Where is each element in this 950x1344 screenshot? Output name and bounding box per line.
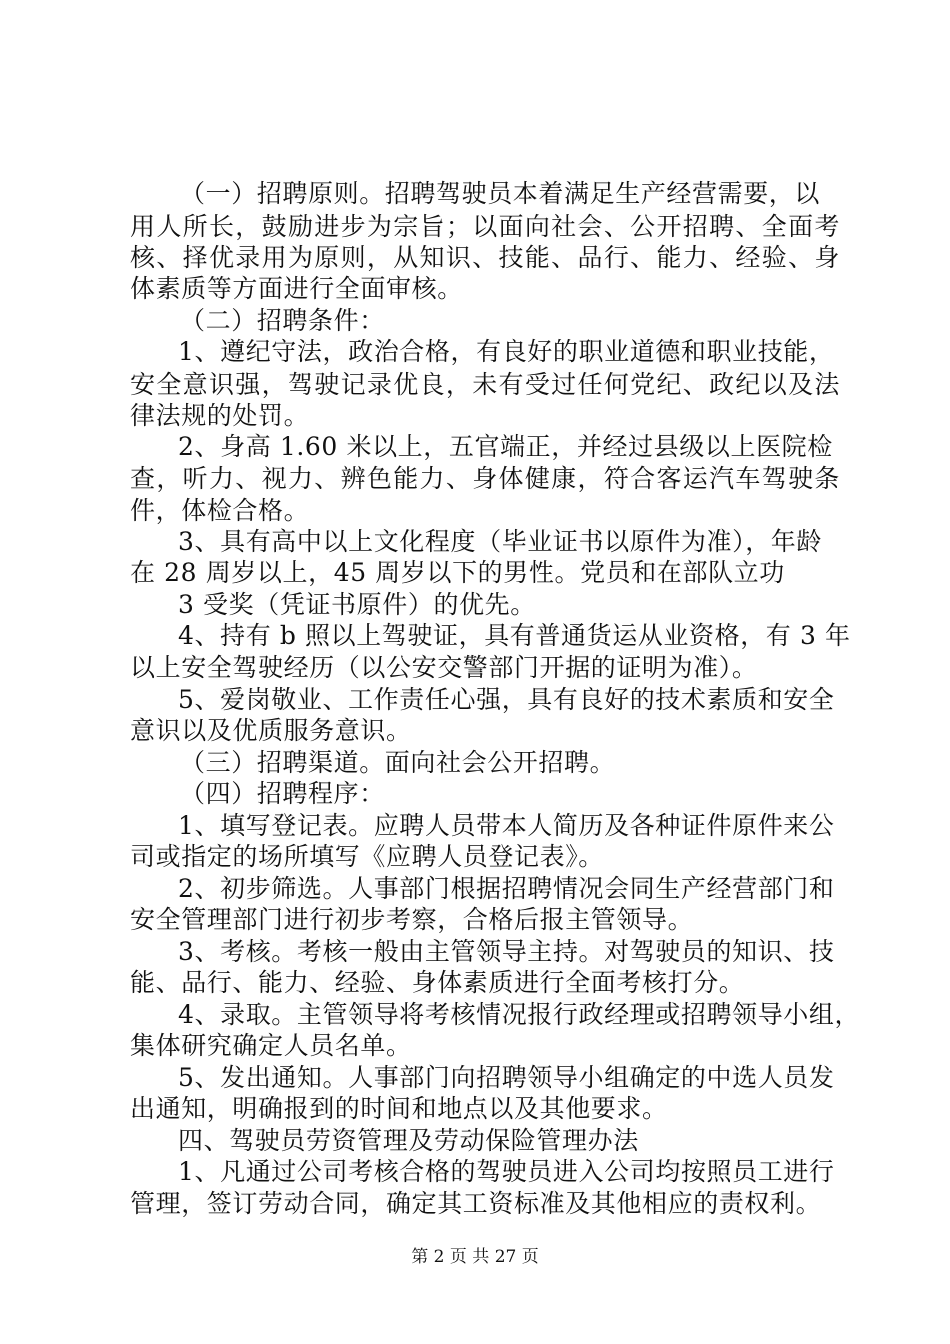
paragraph-line: 安全意识强，驾驶记录优良，未有受过任何党纪、政纪以及法 xyxy=(130,370,840,399)
section-heading: 四、驾驶员劳资管理及劳动保险管理办法 xyxy=(178,1126,639,1155)
paragraph-line: 核、择优录用为原则，从知识、技能、品行、能力、经验、身 xyxy=(130,243,840,272)
paragraph-line: 管理，签订劳动合同，确定其工资标准及其他相应的责权利。 xyxy=(130,1189,822,1218)
page-number-footer: 第 2 页 共 27 页 xyxy=(411,1247,539,1267)
paragraph-line: 以上安全驾驶经历（以公安交警部门开据的证明为准）。 xyxy=(130,653,758,682)
paragraph-line: 5、发出通知。人事部门向招聘领导小组确定的中选人员发 xyxy=(178,1063,835,1092)
paragraph-line: 意识以及优质服务意识。 xyxy=(130,716,412,745)
paragraph-line: （一）招聘原则。招聘驾驶员本着满足生产经营需要，以 xyxy=(180,179,821,208)
paragraph-line: 4、录取。主管领导将考核情况报行政经理或招聘领导小组， xyxy=(178,1000,861,1029)
section-heading: （二）招聘条件： xyxy=(180,306,385,335)
section-heading: （四）招聘程序： xyxy=(180,779,385,808)
paragraph-line: 能、品行、能力、经验、身体素质进行全面考核打分。 xyxy=(130,968,745,997)
paragraph-line: 2、身高 1.60 米以上，五官端正，并经过县级以上医院检 xyxy=(178,432,833,461)
section-heading: （三）招聘渠道。面向社会公开招聘。 xyxy=(180,748,616,777)
paragraph-line: 4、持有 b 照以上驾驶证，具有普通货运从业资格，有 3 年 xyxy=(178,621,851,650)
paragraph-line: 1、凡通过公司考核合格的驾驶员进入公司均按照员工进行 xyxy=(178,1157,835,1186)
paragraph-line: 3、具有高中以上文化程度（毕业证书以原件为准），年龄 xyxy=(178,527,823,556)
paragraph-line: 1、遵纪守法，政治合格，有良好的职业道德和职业技能， xyxy=(178,337,835,366)
paragraph-line: 在 28 周岁以上，45 周岁以下的男性。党员和在部队立功 xyxy=(130,558,785,587)
paragraph-line: 查，听力、视力、辨色能力、身体健康，符合客运汽车驾驶条 xyxy=(130,464,840,493)
paragraph-line: 集体研究确定人员名单。 xyxy=(130,1031,412,1060)
paragraph-line: 3、考核。考核一般由主管领导主持。对驾驶员的知识、技 xyxy=(178,937,835,966)
paragraph-line: 用人所长，鼓励进步为宗旨；以面向社会、公开招聘、全面考 xyxy=(130,212,840,241)
paragraph-line: 律法规的处罚。 xyxy=(130,401,310,430)
paragraph-line: 2、初步筛选。人事部门根据招聘情况会同生产经营部门和 xyxy=(178,874,835,903)
paragraph-line: 司或指定的场所填写《应聘人员登记表》。 xyxy=(130,842,604,871)
paragraph-line: 1、填写登记表。应聘人员带本人简历及各种证件原件来公 xyxy=(178,811,835,840)
paragraph-line: 出通知，明确报到的时间和地点以及其他要求。 xyxy=(130,1094,668,1123)
paragraph-line: 安全管理部门进行初步考察，合格后报主管领导。 xyxy=(130,905,694,934)
paragraph-line: 体素质等方面进行全面审核。 xyxy=(130,274,463,303)
paragraph-line: 5、爱岗敬业、工作责任心强，具有良好的技术素质和安全 xyxy=(178,685,835,714)
paragraph-line: 3 受奖（凭证书原件）的优先。 xyxy=(178,590,536,619)
paragraph-line: 件，体检合格。 xyxy=(130,496,310,525)
